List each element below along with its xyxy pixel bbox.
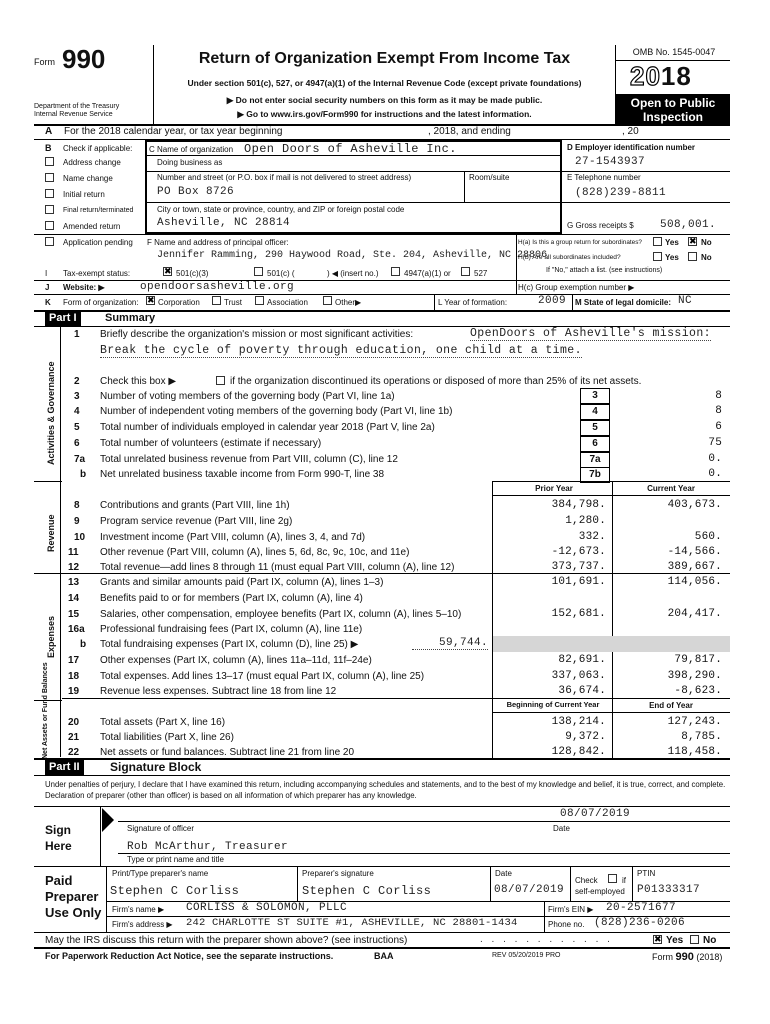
department: Department of the Treasury Internal Revenue Service <box>34 103 120 119</box>
l-label: L Year of formation: <box>438 298 508 307</box>
firm-address[interactable]: 242 CHARLOTTE ST SUITE #1, ASHEVILLE, NC 28801-1434 <box>186 917 518 929</box>
firm-name-label: Firm's name ▶ <box>112 905 165 914</box>
line-7b-number: b <box>80 469 87 480</box>
line-8-prior[interactable]: 384,798. <box>551 499 606 511</box>
line-18-current[interactable]: 398,290. <box>667 670 722 682</box>
line-4-text: Number of independent voting members of the governing body (Part VI, line 1b) <box>100 406 453 417</box>
room-label: Room/suite <box>469 173 510 182</box>
line-17-text: Other expenses (Part IX, column (A), lines 11a–11d, 11f–24e) <box>100 655 372 666</box>
discuss-no-label: No <box>703 935 717 946</box>
preparer-signature[interactable]: Stephen C Corliss <box>302 884 432 898</box>
paid-preparer-label: Paid Preparer Use Only <box>45 873 102 920</box>
line-13-number: 13 <box>68 577 80 588</box>
self-employed-label: self-employed <box>575 887 625 896</box>
line-16b-number: b <box>80 639 87 650</box>
status-501c-label: 501(c) ( <box>267 269 295 278</box>
firm-ein-label: Firm's EIN ▶ <box>548 905 594 914</box>
line-4-number: 4 <box>74 406 80 417</box>
status-4947-label: 4947(a)(1) or <box>404 269 451 278</box>
line-3-value[interactable]: 8 <box>715 390 722 402</box>
org-corporation-checkbox[interactable] <box>146 296 155 305</box>
line-16a-text: Professional fundraising fees (Part IX, column (A), line 11e) <box>100 624 363 635</box>
line-16b-inline-value[interactable]: 59,744. <box>412 637 488 650</box>
status-501c-checkbox[interactable] <box>254 267 263 276</box>
application-pending-label: Application pending <box>63 238 133 247</box>
line-17-current[interactable]: 79,817. <box>674 654 722 666</box>
c-label: C Name of organization <box>149 145 234 154</box>
subtitle-1: Under section 501(c), 527, or 4947(a)(1) of the Internal Revenue Code (except private foundations) <box>187 78 582 88</box>
initial-return-checkbox[interactable] <box>45 189 54 198</box>
preparer-date[interactable]: 08/07/2019 <box>494 884 565 896</box>
line-7b-box: 7b <box>580 467 610 483</box>
part-2-title: Signature Block <box>110 760 202 774</box>
j-text: Website: ▶ <box>63 283 105 292</box>
amended-return-label: Amended return <box>63 222 121 231</box>
line-7b-value[interactable]: 0. <box>708 468 722 480</box>
line-17-number: 17 <box>68 655 80 666</box>
footer-form-id: Form 990 (2018) <box>652 951 723 963</box>
discontinued-checkbox[interactable] <box>216 376 225 385</box>
hb-no-checkbox[interactable] <box>688 252 697 261</box>
sign-date-label: Date <box>553 824 570 833</box>
line-21-text: Total liabilities (Part X, line 26) <box>100 732 234 743</box>
j-letter: J <box>45 283 50 292</box>
line-20-number: 20 <box>68 717 80 728</box>
h-note: If "No," attach a list. (see instructions) <box>546 267 663 274</box>
line-7a-box: 7a <box>580 452 610 468</box>
hb-yes-label: Yes <box>665 253 679 262</box>
line-11-current[interactable]: -14,566. <box>667 546 722 558</box>
status-501c3-label: 501(c)(3) <box>176 269 209 278</box>
hb-yes-checkbox[interactable] <box>653 252 662 261</box>
line-18-number: 18 <box>68 671 80 682</box>
line-6-value[interactable]: 75 <box>708 437 722 449</box>
line-12-prior[interactable]: 373,737. <box>551 561 606 573</box>
street-address[interactable]: PO Box 8726 <box>157 186 235 198</box>
dba-label: Doing business as <box>157 158 223 167</box>
f-label: F Name and address of principal officer: <box>147 238 289 247</box>
discuss-yes-label: Yes <box>666 935 684 946</box>
self-employed-checkbox[interactable] <box>608 874 617 883</box>
final-return-checkbox[interactable] <box>45 205 54 214</box>
final-return-label: Final return/terminated <box>63 207 134 214</box>
line-20-end[interactable]: 127,243. <box>667 716 722 728</box>
line-3-text: Number of voting members of the governing body (Part VI, line 1a) <box>100 391 395 402</box>
line-6-text: Total number of volunteers (estimate if necessary) <box>100 438 322 449</box>
side-label-activities: Activities & Governance <box>46 361 56 465</box>
col-prior-year: Prior Year <box>535 484 573 493</box>
line-10-text: Investment income (Part VIII, column (A), lines 3, 4, and 7d) <box>100 532 366 543</box>
line-6-number: 6 <box>74 438 80 449</box>
line-7a-value[interactable]: 0. <box>708 453 722 465</box>
org-trust-checkbox[interactable] <box>212 296 221 305</box>
part-2-tag: Part II <box>45 760 84 775</box>
side-label-revenue: Revenue <box>46 514 56 552</box>
line-20-beginning[interactable]: 138,214. <box>551 716 606 728</box>
k-text: Form of organization: <box>63 298 139 307</box>
ptin-value[interactable]: P01333317 <box>637 884 701 896</box>
mission-line-2[interactable]: Break the cycle of poverty through education, one child at a time. <box>100 344 582 357</box>
line-19-number: 19 <box>68 686 80 697</box>
side-label-expenses: Expenses <box>46 615 56 658</box>
b-letter: B <box>45 143 52 153</box>
org-trust-label: Trust <box>224 298 242 307</box>
line-7a-number: 7a <box>74 454 86 465</box>
line-15-text: Salaries, other compensation, employee benefits (Part IX, column (A), lines 5–10) <box>100 609 462 620</box>
telephone-value[interactable]: (828)239-8811 <box>575 187 667 199</box>
status-527-label: 527 <box>474 269 488 278</box>
ha-yes-checkbox[interactable] <box>653 237 662 246</box>
line-9-prior[interactable]: 1,280. <box>565 515 606 527</box>
org-association-label: Association <box>267 298 308 307</box>
line-15-number: 15 <box>68 609 80 620</box>
line-10-current[interactable]: 560. <box>694 531 722 543</box>
line-5-text: Total number of individuals employed in calendar year 2018 (Part V, line 2a) <box>100 422 435 433</box>
line-7b-text: Net unrelated business taxable income from Form 990-T, line 38 <box>100 469 385 480</box>
form-number: 990 <box>62 44 106 74</box>
line-1-text: Briefly describe the organization's mission or most significant activities: <box>100 329 414 340</box>
line-19-current[interactable]: -8,623. <box>674 685 722 697</box>
org-other-checkbox[interactable] <box>323 296 332 305</box>
line-a-letter: A <box>45 126 53 137</box>
line-11-number: 11 <box>68 547 79 558</box>
line-a-text: For the 2018 calendar year, or tax year beginning <box>64 126 283 137</box>
line-12-text: Total revenue—add lines 8 through 11 (must equal Part VIII, column (A), line 12) <box>100 562 455 573</box>
line-8-text: Contributions and grants (Part VIII, line 1h) <box>100 500 290 511</box>
discuss-no-checkbox[interactable] <box>690 935 699 944</box>
line-13-text: Grants and similar amounts paid (Part IX, column (A), lines 1–3) <box>100 577 384 588</box>
sign-arrow-icon <box>102 808 116 868</box>
line-21-beginning[interactable]: 9,372. <box>565 731 606 743</box>
b-title: Check if applicable: <box>63 144 133 153</box>
phone-label: Phone no. <box>548 920 585 929</box>
city-label: City or town, state or province, country, and ZIP or foreign postal code <box>157 205 405 214</box>
line-21-number: 21 <box>68 732 80 743</box>
line-21-end[interactable]: 8,785. <box>681 731 722 743</box>
line-4-value[interactable]: 8 <box>715 405 722 417</box>
line-9-text: Program service revenue (Part VIII, line 2g) <box>100 516 293 527</box>
status-insert-label: ) ◀ (insert no.) <box>327 269 379 278</box>
form-title: Return of Organization Exempt From Income Tax <box>198 50 571 67</box>
line-16b-text: Total fundraising expenses (Part IX, column (D), line 25) ▶ <box>100 639 359 650</box>
part-1-tag: Part I <box>45 311 81 326</box>
name-change-label: Name change <box>63 174 113 183</box>
officer-sign-date[interactable]: 08/07/2019 <box>560 808 631 820</box>
organization-name[interactable]: Open Doors of Asheville Inc. <box>244 142 457 156</box>
line-12-current[interactable]: 389,667. <box>667 561 722 573</box>
line-13-prior[interactable]: 101,691. <box>551 576 606 588</box>
k-letter: K <box>45 298 51 307</box>
ha-label: H(a) Is this a group return for subordinates? <box>518 239 642 246</box>
name-change-checkbox[interactable] <box>45 173 54 182</box>
line-14-number: 14 <box>68 593 80 604</box>
discuss-question: May the IRS discuss this return with the preparer shown above? (see instructions) <box>45 935 408 946</box>
hb-no-label: No <box>701 253 712 262</box>
footer-rev: REV 05/20/2019 PRO <box>492 952 561 959</box>
i-text: Tax-exempt status: <box>63 269 131 278</box>
officer-name-title[interactable]: Rob McArthur, Treasurer <box>127 841 289 853</box>
line-18-text: Total expenses. Add lines 13–17 (must equal Part IX, column (A), line 25) <box>100 671 425 682</box>
tax-year: 2018 <box>630 61 692 91</box>
preparer-signature-label: Preparer's signature <box>302 869 374 878</box>
initial-return-label: Initial return <box>63 190 105 199</box>
line-7a-text: Total unrelated business revenue from Part VIII, column (C), line 12 <box>100 454 398 465</box>
ha-yes-label: Yes <box>665 238 679 247</box>
signature-of-officer-label: Signature of officer <box>127 824 195 833</box>
status-527-checkbox[interactable] <box>461 267 470 276</box>
sign-here-label: Sign Here <box>45 823 72 853</box>
name-title-label: Type or print name and title <box>127 855 224 864</box>
line-19-text: Revenue less expenses. Subtract line 18 from line 12 <box>100 686 337 697</box>
hc-label: H(c) Group exemption number ▶ <box>518 283 635 292</box>
gross-receipts-value[interactable]: 508,001. <box>660 219 717 231</box>
line-11-text: Other revenue (Part VIII, column (A), lines 5, 6d, 8c, 9c, 10c, and 11e) <box>100 547 410 558</box>
line-22-end[interactable]: 118,458. <box>667 746 722 758</box>
address-change-label: Address change <box>63 158 121 167</box>
line-1-number: 1 <box>74 329 80 340</box>
line-17-prior[interactable]: 82,691. <box>558 654 606 666</box>
line-15-current[interactable]: 204,417. <box>667 608 722 620</box>
line-10-number: 10 <box>74 532 86 543</box>
line-16b-shade <box>493 636 730 652</box>
line-18-prior[interactable]: 337,063. <box>551 670 606 682</box>
hb-label: H(b) Are all subordinates included? <box>518 254 621 261</box>
line-5-number: 5 <box>74 422 80 433</box>
line-16a-number: 16a <box>68 624 85 635</box>
state-of-domicile[interactable]: NC <box>678 295 693 307</box>
line-22-number: 22 <box>68 747 80 758</box>
mission-line-1[interactable]: OpenDoors of Asheville's mission: <box>470 327 711 340</box>
ha-no-checkbox[interactable] <box>688 237 697 246</box>
form-word: Form <box>34 57 55 67</box>
line-13-current[interactable]: 114,056. <box>667 576 722 588</box>
line-2-text-b: if the organization discontinued its operations or disposed of more than 25% of its net assets. <box>230 376 642 387</box>
part-1-title: Summary <box>105 312 156 324</box>
status-4947-checkbox[interactable] <box>391 267 400 276</box>
line-20-text: Total assets (Part X, line 16) <box>100 717 226 728</box>
preparer-name[interactable]: Stephen C Corliss <box>110 884 240 898</box>
line-15-prior[interactable]: 152,681. <box>551 608 606 620</box>
status-501c3-checkbox[interactable] <box>163 267 172 276</box>
col-beginning-of-year: Beginning of Current Year <box>506 700 600 709</box>
omb-number: OMB No. 1545-0047 <box>632 47 716 57</box>
g-label: G Gross receipts $ <box>567 221 634 230</box>
line-2-text-a: Check this box ▶ <box>100 376 177 387</box>
line-5-box: 5 <box>580 420 610 436</box>
line-a-mid: , 2018, and ending <box>428 126 511 137</box>
footer-paperwork-notice: For Paperwork Reduction Act Notice, see the separate instructions. <box>45 951 334 961</box>
firm-address-label: Firm's address ▶ <box>112 920 173 929</box>
address-change-checkbox[interactable] <box>45 157 54 166</box>
street-label: Number and street (or P.O. box if mail is not delivered to street address) <box>157 173 412 182</box>
line-4-box: 4 <box>580 404 610 420</box>
side-label-net-assets: Net Assets or Fund Balances <box>42 662 49 759</box>
org-other-label: Other▶ <box>335 298 362 307</box>
discuss-yes-checkbox[interactable] <box>653 935 662 944</box>
open-to-public-badge: Open to Public Inspection <box>616 94 730 125</box>
d-label: D Employer identification number <box>567 143 696 152</box>
org-association-checkbox[interactable] <box>255 296 264 305</box>
subtitle-2: ▶ Do not enter social security numbers on this form as it may be made public. <box>226 95 543 105</box>
firm-ein[interactable]: 20-2571677 <box>606 902 677 914</box>
website-value[interactable]: opendoorsasheville.org <box>140 281 295 293</box>
i-letter: I <box>45 269 48 278</box>
application-pending-checkbox[interactable] <box>45 237 54 246</box>
line-6-box: 6 <box>580 436 610 452</box>
preparer-if-label: if <box>622 876 626 885</box>
amended-return-checkbox[interactable] <box>45 221 54 230</box>
line-8-current[interactable]: 403,673. <box>667 499 722 511</box>
e-label: E Telephone number <box>567 173 641 182</box>
line-5-value[interactable]: 6 <box>715 421 722 433</box>
principal-officer[interactable]: Jennifer Ramming, 290 Haywood Road, Ste. 204, Asheville, NC 28806 <box>157 250 548 261</box>
ein-value[interactable]: 27-1543937 <box>575 156 646 168</box>
year-of-formation[interactable]: 2009 <box>538 295 567 307</box>
line-3-box: 3 <box>580 388 610 404</box>
preparer-name-label: Print/Type preparer's name <box>112 869 209 878</box>
line-11-prior[interactable]: -12,673. <box>551 546 606 558</box>
ptin-label: PTIN <box>637 869 656 878</box>
preparer-check-label: Check <box>575 876 598 885</box>
line-8-number: 8 <box>74 500 80 511</box>
subtitle-3: ▶ Go to www.irs.gov/Form990 for instructions and the latest information. <box>237 109 532 119</box>
line-2-number: 2 <box>74 376 80 387</box>
col-end-of-year: End of Year <box>649 701 693 710</box>
line-10-prior[interactable]: 332. <box>578 531 606 543</box>
line-a-end: , 20 <box>622 126 639 137</box>
line-3-number: 3 <box>74 391 80 402</box>
discuss-dots: . . . . . . . . . . . . <box>480 934 613 945</box>
city-state-zip[interactable]: Asheville, NC 28814 <box>157 217 291 229</box>
m-label: M State of legal domicile: <box>575 298 672 307</box>
line-14-text: Benefits paid to or for members (Part IX, column (A), line 4) <box>100 593 363 604</box>
firm-phone[interactable]: (828)236-0206 <box>594 917 686 929</box>
line-22-beginning[interactable]: 128,842. <box>551 746 606 758</box>
line-12-number: 12 <box>68 562 80 573</box>
ha-no-label: No <box>701 238 712 247</box>
footer-baa: BAA <box>374 951 394 961</box>
perjury-statement: Under penalties of perjury, I declare that I have examined this return, including accompanying schedules and statements, and to the best of my knowledge and belief, it is true, correct, and complete. Declaration of preparer (other than officer) is based on all information of which preparer has any knowledge. <box>45 780 726 800</box>
org-corporation-label: Corporation <box>158 298 200 307</box>
line-22-text: Net assets or fund balances. Subtract line 21 from line 20 <box>100 747 355 758</box>
firm-name[interactable]: CORLISS & SOLOMON, PLLC <box>186 902 348 914</box>
col-current-year: Current Year <box>647 484 695 493</box>
line-9-number: 9 <box>74 516 80 527</box>
line-19-prior[interactable]: 36,674. <box>558 685 606 697</box>
preparer-date-label: Date <box>495 869 512 878</box>
